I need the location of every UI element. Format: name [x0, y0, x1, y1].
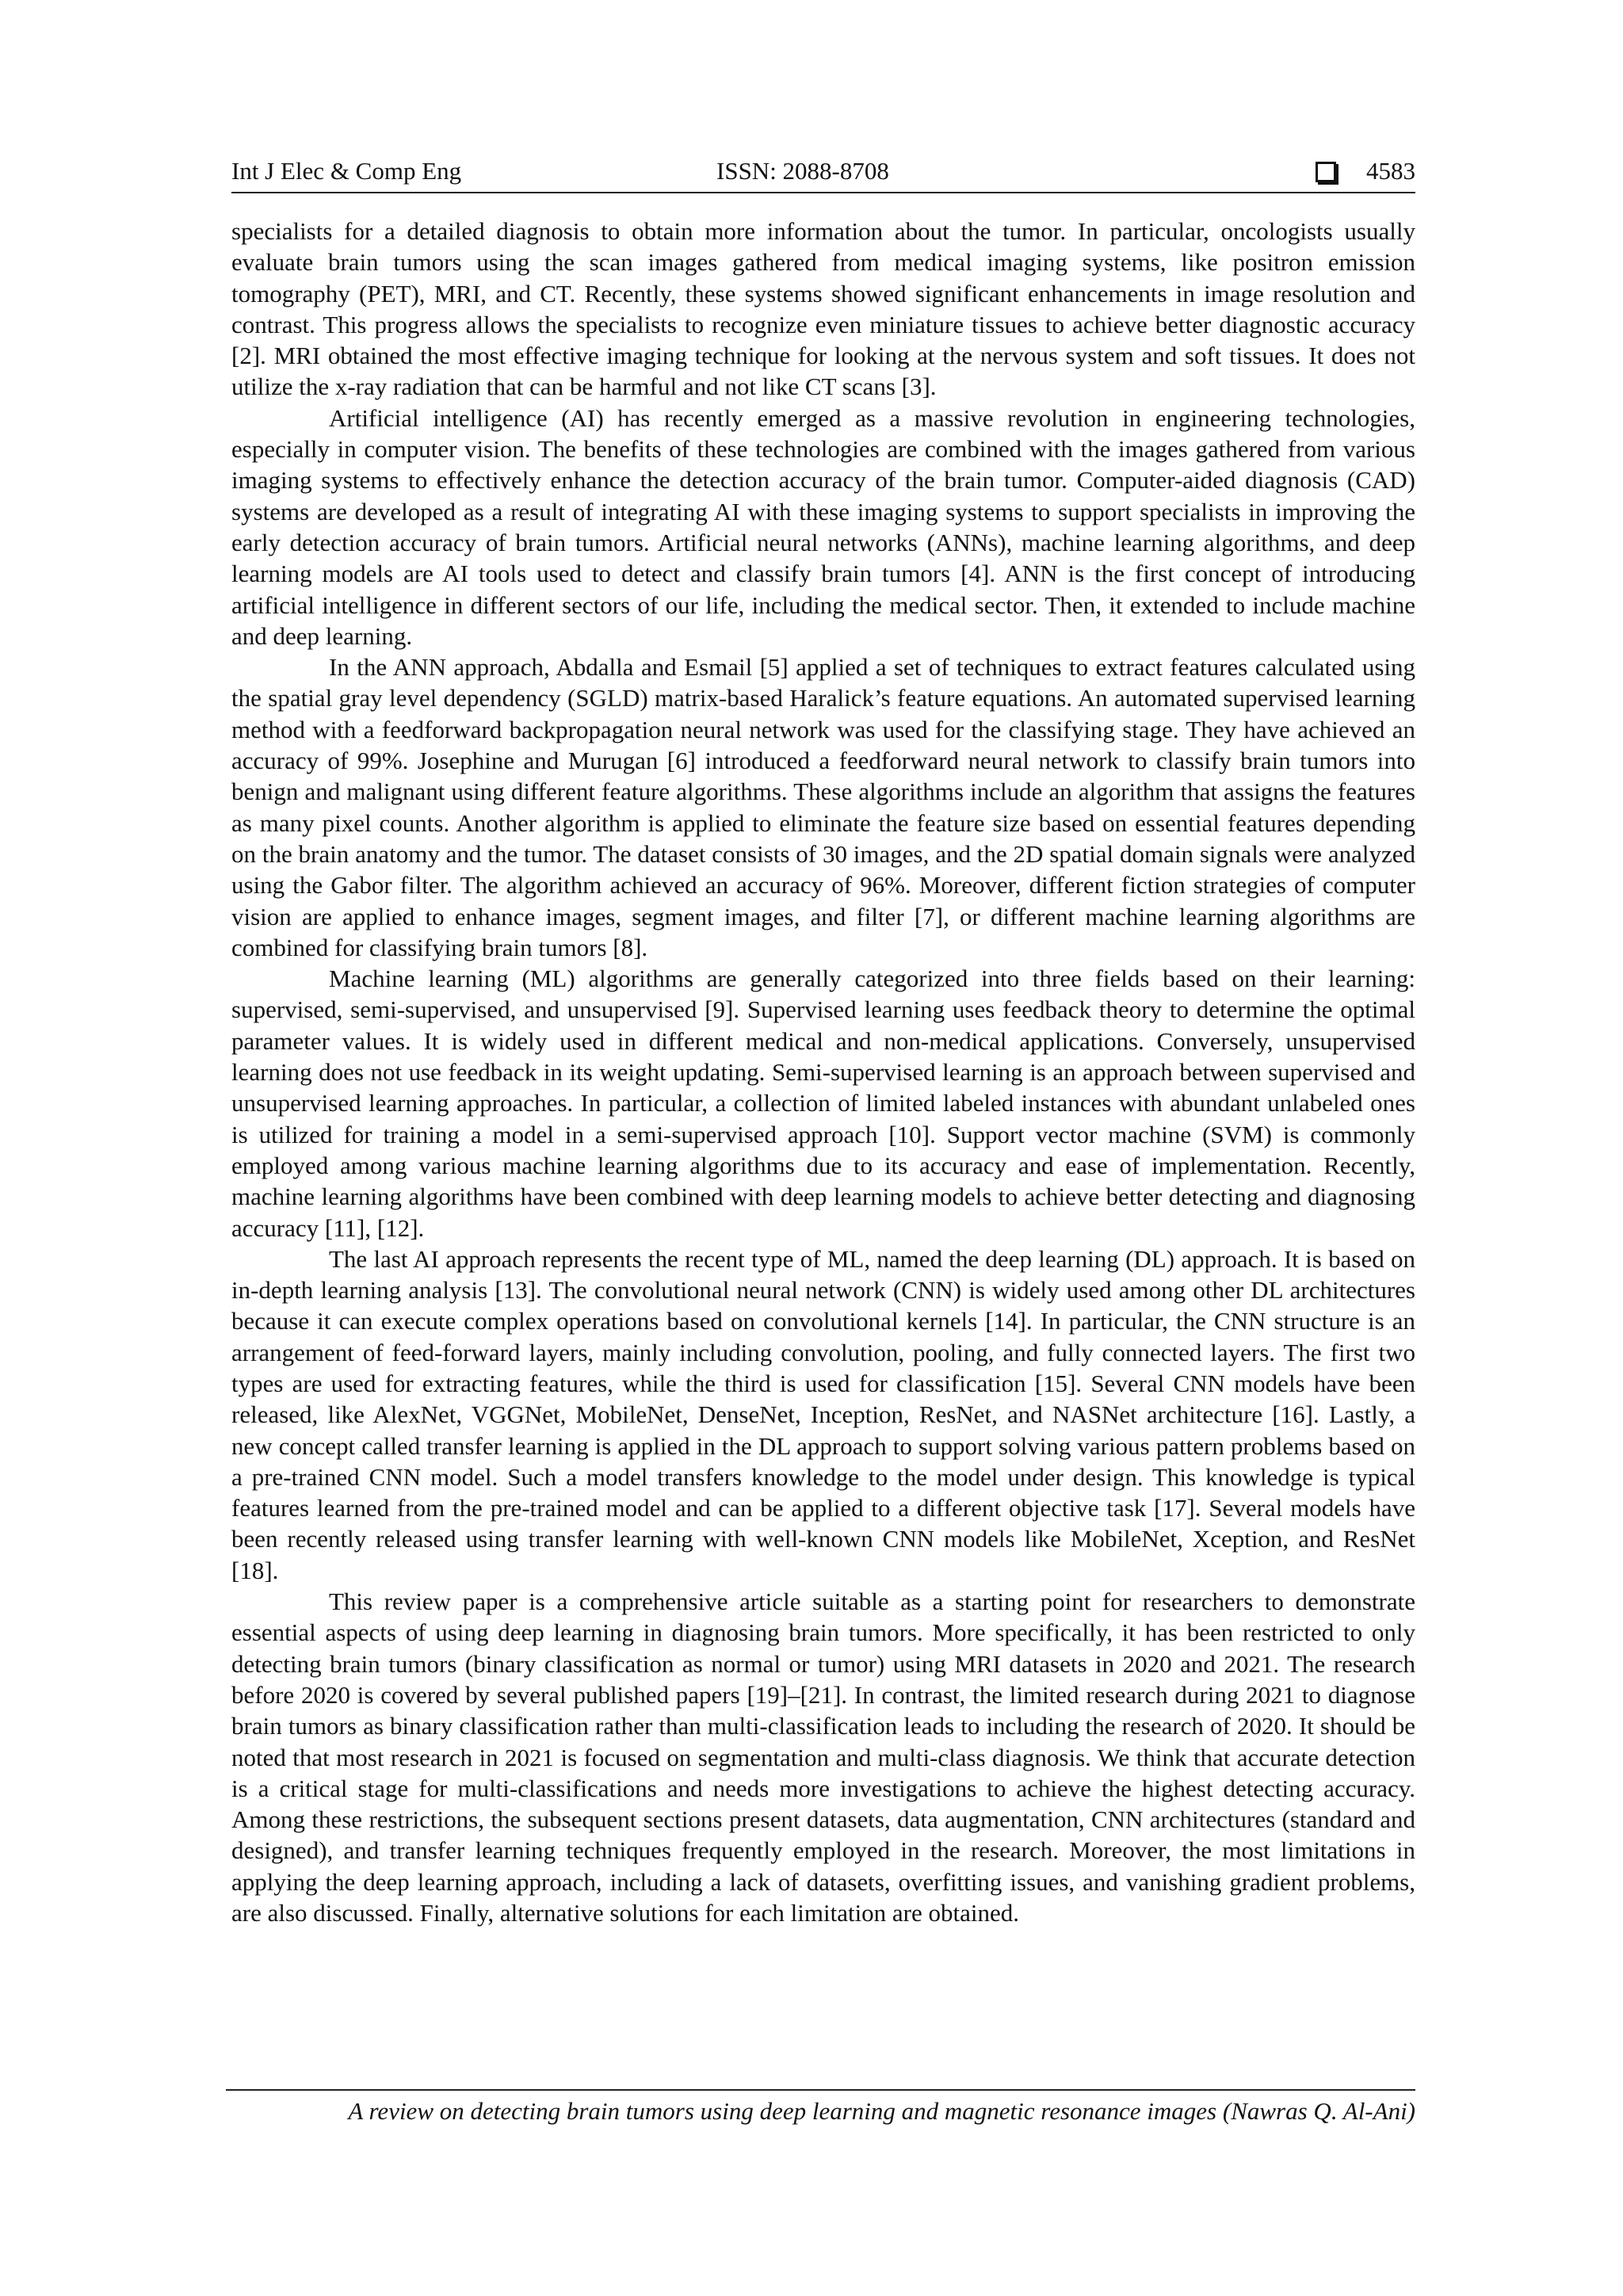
page-header — [231, 155, 1415, 193]
issn: ISSN: 2088-8708 — [716, 157, 889, 185]
body-text — [231, 216, 1415, 1928]
paragraph-4: Machine learning (ML) algorithms are generally categorized into three fields based on their learning: supervised, semi-supervised, and unsupervised [9]. Supervised learning uses feedback theory to determine the optimal parameter values. It is widely used in different medical and non-medical applications. Conversely, unsupervised learning does not use feedback in its weight updating. Semi-supervised learning is an approach between supervised and unsupervised learning approaches. In particular, a collection of limited labeled instances with abundant unlabeled ones is utilized for training a model in a semi-supervised approach [10]. Support vector machine (SVM) is commonly employed among various machine learning algorithms due to its accuracy and ease of implementation. Recently, machine learning algorithms have been combined with deep learning models to achieve better detecting and diagnosing accuracy [11], [12]. — [231, 965, 1415, 1242]
page-footer — [226, 2089, 1415, 2135]
paragraph-2: Artificial intelligence (AI) has recently emerged as a massive revolution in engineering technologies, especially in computer vision. The benefits of these technologies are combined with the images gathered from various imaging systems to effectively enhance the detection accuracy of the brain tumor. Computer-aided diagnosis (CAD) systems are developed as a result of integrating AI with these imaging systems to support specialists in improving the early detection accuracy of brain tumors. Artificial neural networks (ANNs), machine learning algorithms, and deep learning models are AI tools used to detect and classify brain tumors [4]. ANN is the first concept of introducing artificial intelligence in different sectors of our life, including the medical sector. Then, it extended to include machine and deep learning. — [231, 403, 1415, 650]
paragraph-1: specialists for a detailed diagnosis to obtain more information about the tumor. In particular, oncologists usually evaluate brain tumors using the scan images gathered from medical imaging systems, like positron emission tomography (PET), MRI, and CT. Recently, these systems showed significant enhancements in image resolution and contrast. This progress allows the specialists to recognize even miniature tissues to achieve better diagnostic accuracy [2]. MRI obtained the most effective imaging technique for looking at the nervous system and soft tissues. It does not utilize the x-ray radiation that can be harmful and not like CT scans [3]. — [231, 217, 1415, 401]
square-bullet-icon — [1316, 162, 1336, 182]
paragraph-5: The last AI approach represents the recent type of ML, named the deep learning (DL) approach. It is based on in-depth learning analysis [13]. The convolutional neural network (CNN) is widely used among other DL architectures because it can execute complex operations based on convolutional kernels [14]. In particular, the CNN structure is an arrangement of feed-forward layers, mainly including convolution, pooling, and fully connected layers. The first two types are used for extracting features, while the third is used for classification [15]. Several CNN models have been released, like AlexNet, VGGNet, MobileNet, DenseNet, Inception, ResNet, and NASNet architecture [16]. Lastly, a new concept called transfer learning is applied in the DL approach to support solving various pattern problems based on a pre-trained CNN model. Such a model transfers knowledge to the model under design. This knowledge is typical features learned from the pre-trained model and can be applied to a different objective task [17]. Several models have been recently released using transfer learning with well-known CNN models like MobileNet, Xception, and ResNet [18]. — [231, 1244, 1415, 1584]
footer-citation: A review on detecting brain tumors using deep learning and magnetic resonance images (Nawras Q. Al-Ani) — [348, 2097, 1415, 2125]
paragraph-6: This review paper is a comprehensive article suitable as a starting point for researchers to demonstrate essential aspects of using deep learning in diagnosing brain tumors. More specifically, it has been restricted to only detecting brain tumors (binary classification as normal or tumor) using MRI datasets in 2020 and 2021. The research before 2020 is covered by several published papers [19]–[21]. In contrast, the limited research during 2021 to diagnose brain tumors as binary classification rather than multi-classification leads to including the research of 2020. It should be noted that most research in 2021 is focused on segmentation and multi-class diagnosis. We think that accurate detection is a critical stage for multi-classifications and needs more investigations to achieve the highest detecting accuracy. Among these restrictions, the subsequent sections present datasets, data augmentation, CNN architectures (standard and designed), and transfer learning techniques frequently employed in the research. Moreover, the most limitations in applying the deep learning approach, including a lack of datasets, overfitting issues, and vanishing gradient problems, are also discussed. Finally, alternative solutions for each limitation are obtained. — [231, 1587, 1415, 1927]
paragraph-3: In the ANN approach, Abdalla and Esmail [5] applied a set of techniques to extract features calculated using the spatial gray level dependency (SGLD) matrix-based Haralick’s feature equations. An automated supervised learning method with a feedforward backpropagation neural network was used for the classifying stage. They have achieved an accuracy of 99%. Josephine and Murugan [6] introduced a feedforward neural network to classify brain tumors into benign and malignant using different feature algorithms. These algorithms include an algorithm that assigns the features as many pixel counts. Another algorithm is applied to eliminate the feature size based on essential features depending on the brain anatomy and the tumor. The dataset consists of 30 images, and the 2D spatial domain signals were analyzed using the Gabor filter. The algorithm achieved an accuracy of 96%. Moreover, different fiction strategies of computer vision are applied to enhance images, segment images, and filter [7], or different machine learning algorithms are combined for classifying brain tumors [8]. — [231, 653, 1415, 961]
journal-name: Int J Elec & Comp Eng — [231, 157, 462, 185]
page-number: 4583 — [1366, 157, 1415, 185]
header-right — [1316, 155, 1415, 187]
